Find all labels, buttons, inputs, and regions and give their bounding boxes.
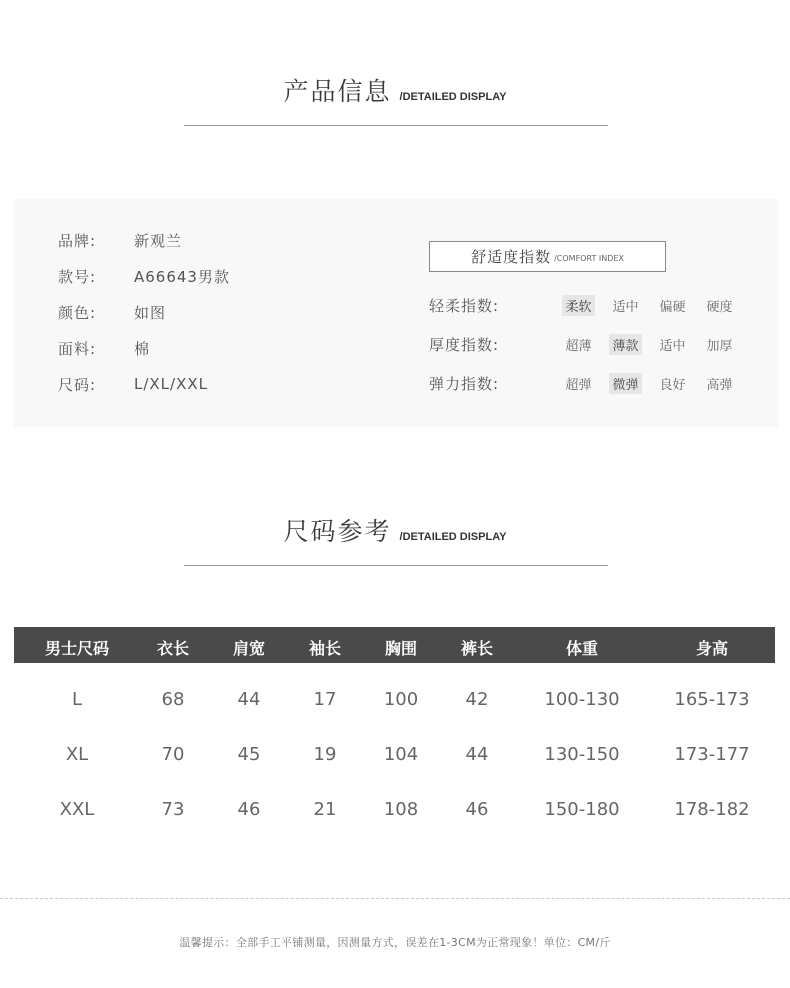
table-cell: 108: [383, 799, 419, 820]
comfort-label: 厚度指数:: [429, 335, 500, 354]
table-cell: 150-180: [544, 799, 620, 820]
comfort-label: 轻柔指数:: [429, 296, 500, 315]
info-row-size: [58, 374, 208, 394]
comfort-option: 硬度: [706, 299, 733, 315]
info-row-fabric: [58, 338, 150, 358]
comfort-row-softness: [429, 294, 743, 316]
table-cell: 21: [313, 799, 337, 820]
table-cell: 19: [313, 744, 337, 765]
table-row: [0, 799, 790, 823]
table-cell: L: [71, 689, 83, 710]
table-header-cell: 身高: [695, 639, 729, 658]
size-reference-divider: [184, 565, 608, 566]
table-cell: 104: [383, 744, 419, 765]
size-reference-title: 尺码参考: [283, 517, 392, 546]
table-cell: 165-173: [674, 689, 750, 710]
comfort-option: 加厚: [706, 338, 733, 354]
table-header-cell: 体重: [565, 639, 599, 658]
comfort-row-elasticity: [429, 372, 743, 394]
table-cell: 45: [237, 744, 261, 765]
table-cell: XXL: [59, 799, 95, 820]
info-label: 面料:: [58, 339, 97, 358]
product-info-subtitle: /DETAILED DISPLAY: [399, 91, 507, 103]
size-reference-header: [0, 512, 790, 552]
info-row-color: [58, 302, 166, 322]
table-cell: 46: [465, 799, 489, 820]
table-cell: 68: [161, 689, 185, 710]
comfort-option: 良好: [659, 377, 686, 393]
info-label: 款号:: [58, 267, 97, 286]
comfort-option: 超薄: [565, 338, 592, 354]
comfort-option-selected: 微弹: [602, 373, 649, 394]
comfort-option: 偏硬: [659, 299, 686, 315]
info-value: 新观兰: [134, 231, 183, 250]
table-cell: XL: [65, 744, 89, 765]
info-value: 棉: [134, 339, 151, 358]
info-row-brand: [58, 230, 182, 250]
measurement-note: 温馨提示：全部手工平铺测量，因测量方式，误差在1-3CM为正常现象！单位：CM/斤: [179, 936, 611, 949]
comfort-index-title: 舒适度指数: [471, 248, 552, 266]
footer-divider: [0, 898, 790, 899]
info-value: 如图: [134, 303, 167, 322]
size-table-header: [14, 627, 775, 663]
info-row-style-no: [58, 266, 230, 286]
comfort-option: 适中: [612, 299, 639, 315]
table-cell: 70: [161, 744, 185, 765]
comfort-row-thickness: [429, 333, 743, 355]
table-row: [0, 689, 790, 713]
table-cell: 73: [161, 799, 185, 820]
table-header-cell: 袖长: [308, 639, 342, 658]
info-label: 颜色:: [58, 303, 97, 322]
comfort-option-selected: 薄款: [602, 334, 649, 355]
info-label: 品牌:: [58, 231, 97, 250]
table-header-cell: 胸围: [384, 639, 418, 658]
size-reference-subtitle: /DETAILED DISPLAY: [399, 531, 507, 543]
table-cell: 44: [237, 689, 261, 710]
comfort-option: 高弹: [706, 377, 733, 393]
comfort-index-subtitle: /COMFORT INDEX: [554, 253, 624, 263]
table-header-cell: 肩宽: [232, 639, 266, 658]
table-cell: 17: [313, 689, 337, 710]
table-cell: 100-130: [544, 689, 620, 710]
info-label: 尺码:: [58, 375, 97, 394]
table-cell: 178-182: [674, 799, 750, 820]
comfort-option-selected: 柔软: [555, 295, 602, 316]
table-cell: 130-150: [544, 744, 620, 765]
table-cell: 42: [465, 689, 489, 710]
info-value: A66643男款: [134, 267, 230, 286]
table-cell: 46: [237, 799, 261, 820]
table-header-cell: 衣长: [156, 639, 190, 658]
product-info-divider: [184, 125, 608, 126]
table-cell: 173-177: [674, 744, 750, 765]
table-cell: 100: [383, 689, 419, 710]
table-row: [0, 744, 790, 768]
product-info-title: 产品信息: [283, 77, 392, 106]
comfort-index-header: [429, 241, 666, 272]
table-header-cell: 裤长: [460, 639, 494, 658]
info-value: L/XL/XXL: [134, 375, 209, 393]
table-cell: 44: [465, 744, 489, 765]
comfort-label: 弹力指数:: [429, 374, 500, 393]
table-header-cell: 男士尺码: [44, 639, 110, 658]
comfort-option: 超弹: [565, 377, 592, 393]
product-info-header: [0, 72, 790, 112]
comfort-option: 适中: [659, 338, 686, 354]
